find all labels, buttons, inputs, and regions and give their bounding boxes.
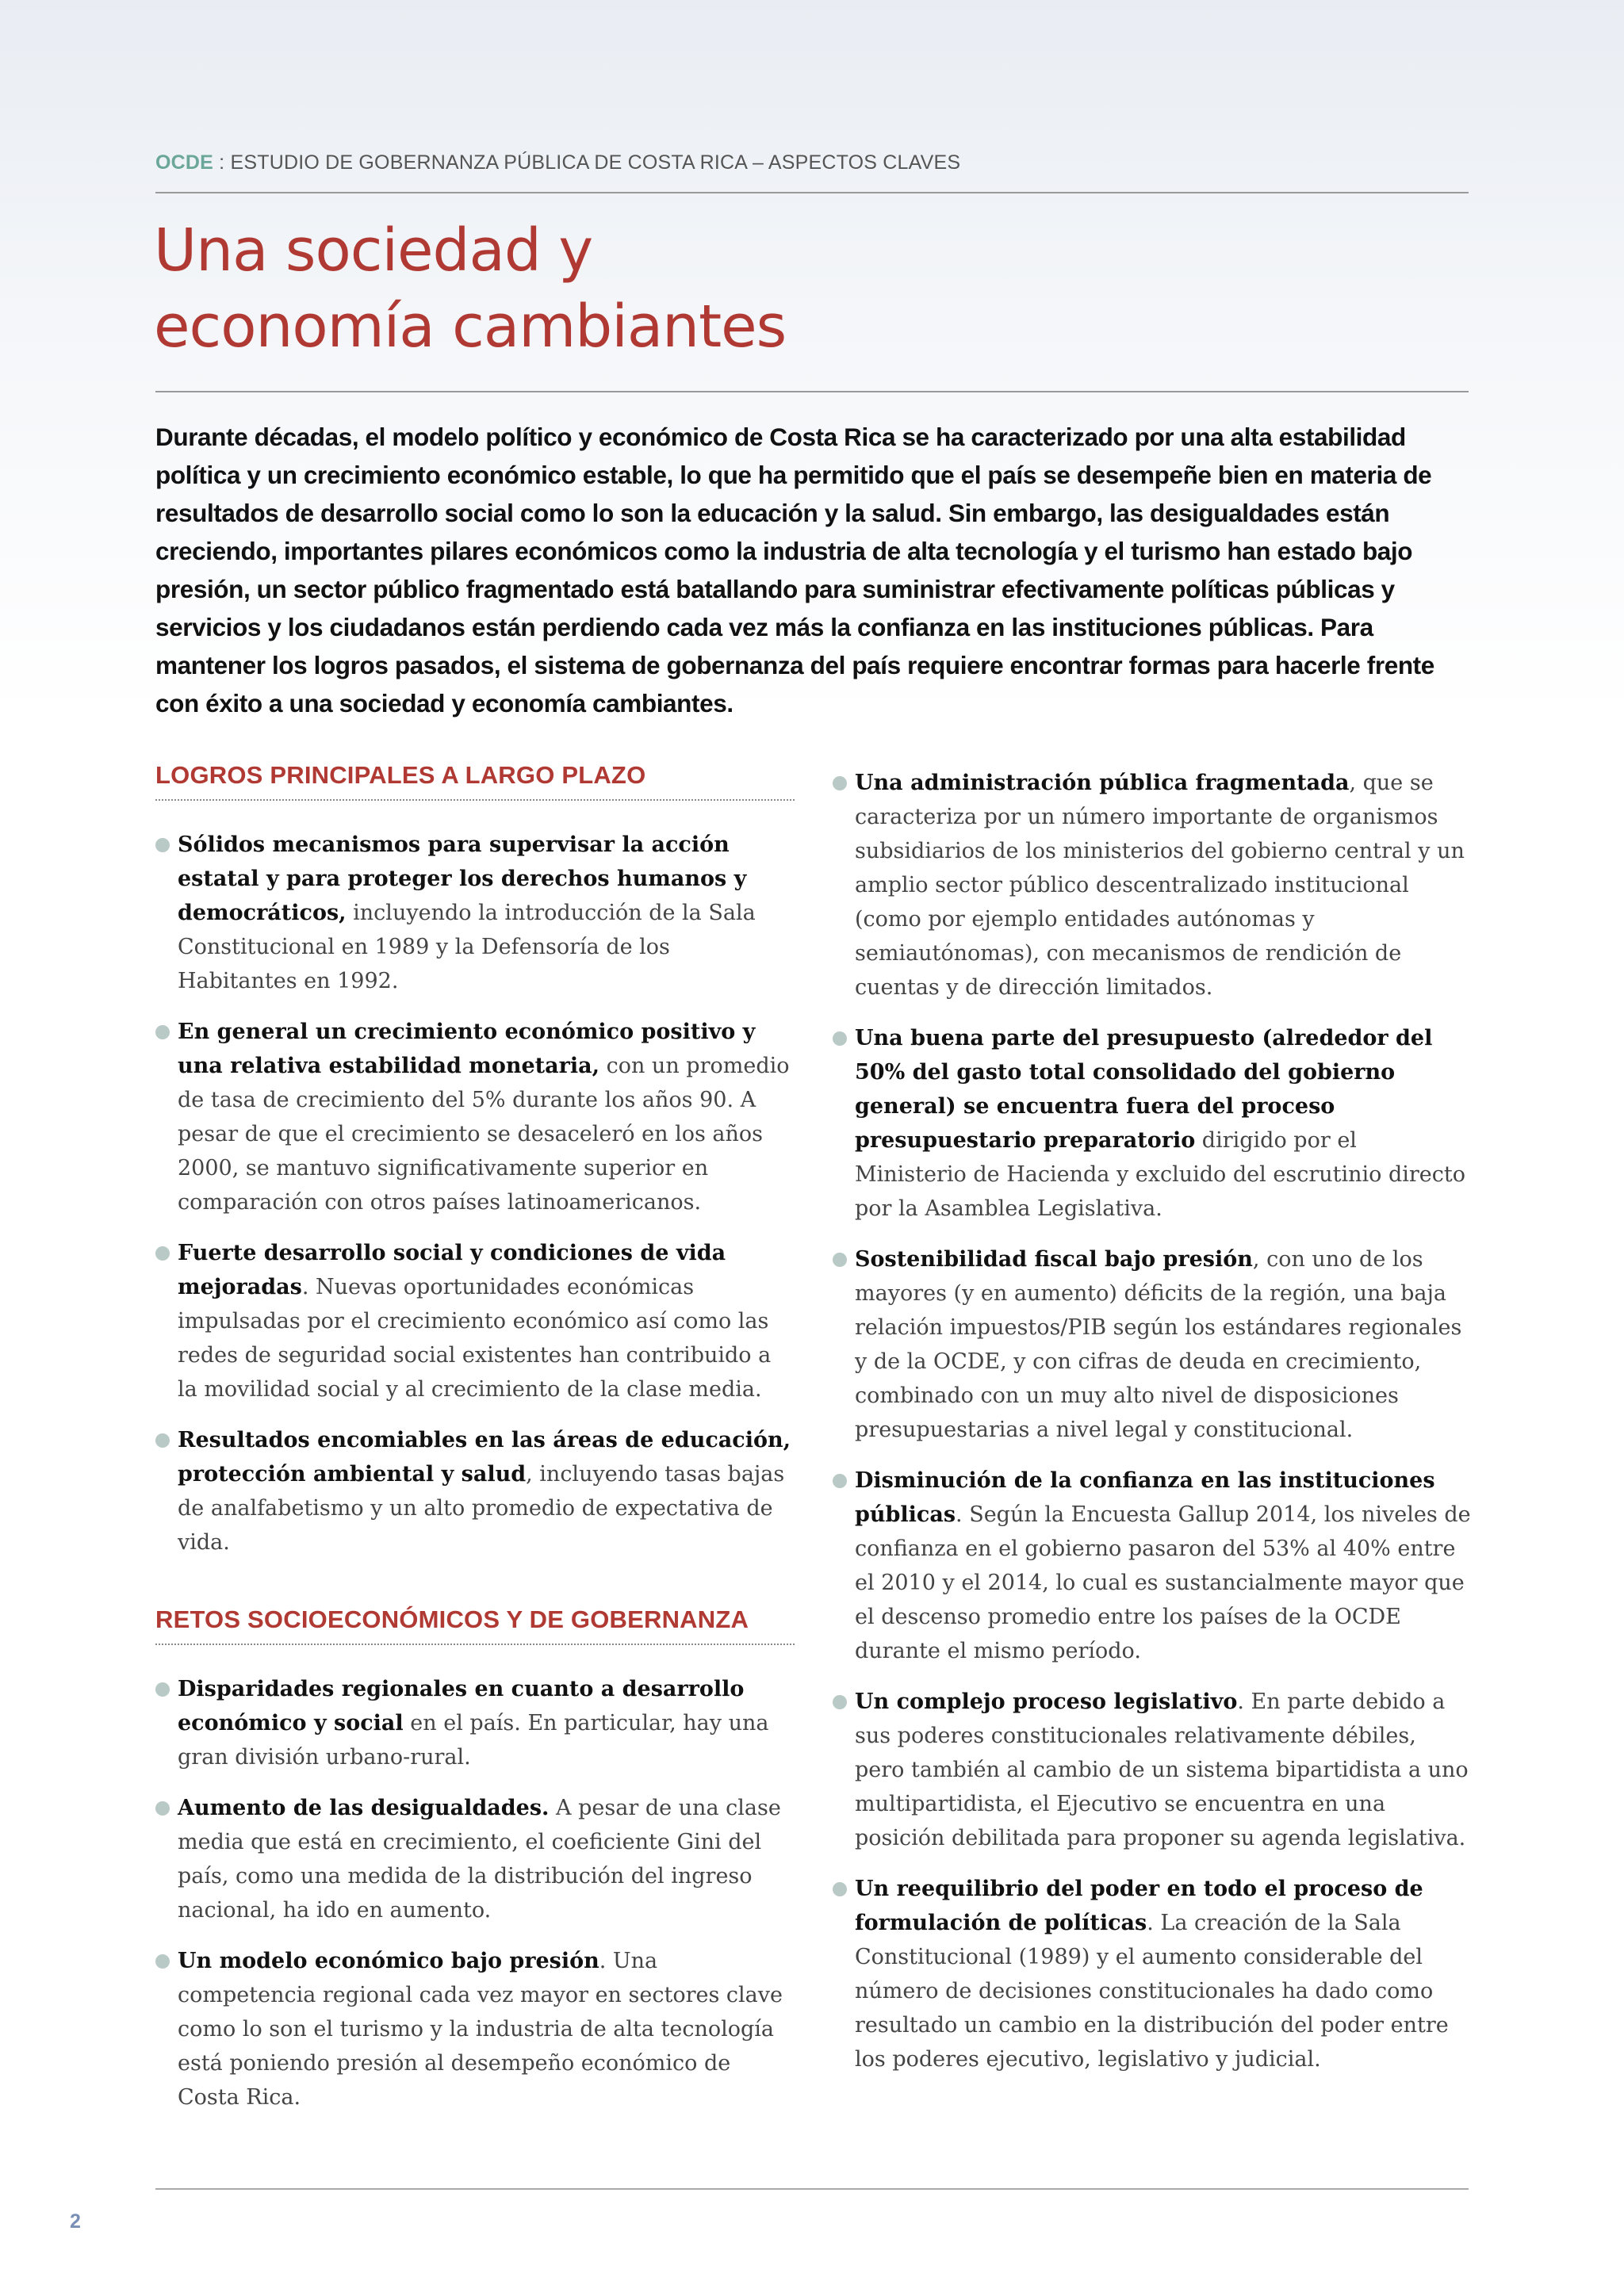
bullet-icon [833, 1474, 847, 1488]
item-text: , incluyendo tasas bajas de analfabetismo y un alto promedio de expectativa de vida. [178, 1462, 785, 1555]
item-text: . Según la Encuesta Gallup 2014, los niveles de confianza en el gobierno pasaron del 53% al 40% entre el 2010 y el 2014, lo cual es sustancialmente mayor que el descenso promedio entre los países de la OCDE durante el mismo período. [855, 1502, 1471, 1663]
page-title-line-1: Una sociedad y [154, 216, 593, 285]
item-lead: Una buena parte del presupuesto (alrededor del 50% del gasto total consolidado del gobierno general) se encuentra fuera del proceso presupuestario preparatorio [855, 1026, 1433, 1153]
item-lead: Disminución de la confianza en las instituciones públicas [855, 1468, 1435, 1527]
bullet-icon [833, 776, 847, 790]
footer-rule [155, 2188, 1469, 2190]
list-item [155, 1015, 795, 1219]
item-lead: Fuerte desarrollo social y condiciones de vida mejoradas [178, 1241, 726, 1299]
list-item [155, 1672, 795, 1774]
item-text: . En parte debido a sus poderes constitucionales relativamente débiles, pero también al cambio de un sistema bipartidista a uno multipartidista, el Ejecutivo se encuentra en una posición debilitada para proponer su agenda legislativa. [855, 1689, 1469, 1850]
bullet-icon [155, 1954, 170, 1969]
page-title [154, 212, 1185, 365]
item-text: dirigido por el Ministerio de Hacienda y excluido del escrutinio directo por la Asamblea Legislativa. [855, 1128, 1466, 1221]
header-brand: OCDE [155, 151, 214, 174]
header-subtitle: : ESTUDIO DE GOBERNANZA PÚBLICA DE COSTA RICA – ASPECTOS CLAVES [213, 151, 961, 174]
right-column [833, 766, 1472, 2093]
page-number: 2 [70, 2210, 81, 2233]
item-lead: Resultados encomiables en las áreas de educación, protección ambiental y salud [178, 1428, 791, 1487]
item-lead: Una administración pública fragmentada [855, 771, 1350, 795]
list-item [155, 1944, 795, 2114]
item-text: , con uno de los mayores (y en aumento) déficits de la región, una baja relación impuestos/PIB según los estándares regionales y de la OCDE, y con cifras de deuda en crecimiento, combinado con un muy alto nivel de disposiciones presupuestarias a nivel legal y constitucional. [855, 1247, 1462, 1442]
left-column [155, 761, 795, 2131]
item-text: incluyendo la introducción de la Sala Constitucional en 1989 y la Defensoría de los Habitantes en 1992. [178, 901, 756, 993]
item-text: en el país. En particular, hay una gran división urbano-rural. [178, 1711, 769, 1770]
list-item [833, 1685, 1472, 1855]
header-rule [155, 192, 1469, 193]
list-item [833, 1464, 1472, 1668]
list-item [155, 1791, 795, 1927]
running-header [155, 151, 1469, 174]
item-text: . Una competencia regional cada vez mayor en sectores clave como lo son el turismo y la industria de alta tecnología está poniendo presión al desempeño económico de Costa Rica. [178, 1949, 783, 2110]
bullet-icon [155, 1433, 170, 1448]
bullet-icon [833, 1882, 847, 1896]
list-item [155, 1236, 795, 1406]
item-lead: Un modelo económico bajo presión [178, 1949, 599, 1973]
challenges-list-left [155, 1672, 795, 2114]
challenges-list-right [833, 766, 1472, 2076]
item-text: , que se caracteriza por un número importante de organismos subsidiarios de los ministerios del gobierno central y un amplio sector público descentralizado institucional (como por ejemplo entidades autónomas y semiautónomas), con mecanismos de rendición de cuentas y de dirección limitados. [855, 771, 1465, 1000]
item-lead: Aumento de las desigualdades. [178, 1796, 550, 1820]
item-text: A pesar de una clase media que está en crecimiento, el coeficiente Gini del país, como una medida de la distribución del ingreso nacional, ha ido en aumento. [178, 1796, 781, 1923]
bullet-icon [833, 1695, 847, 1709]
list-item [833, 766, 1472, 1004]
list-item [155, 828, 795, 998]
list-item [833, 1872, 1472, 2076]
page-title-line-2: economía cambiantes [154, 293, 787, 361]
item-lead: En general un crecimiento económico positivo y una relativa estabilidad monetaria, [178, 1020, 756, 1078]
item-lead: Un complejo proceso legislativo [855, 1689, 1238, 1714]
bullet-icon [833, 1253, 847, 1267]
item-lead: Un reequilibrio del poder en todo el proceso de formulación de políticas [855, 1877, 1423, 1935]
section-heading-challenges: RETOS SOCIOECONÓMICOS Y DE GOBERNANZA [155, 1605, 795, 1645]
list-item [833, 1021, 1472, 1226]
item-text: con un promedio de tasa de crecimiento del 5% durante los años 90. A pesar de que el crecimiento se desaceleró en los años 2000, se mantuvo significativamente superior en comparación con otros países latinoamericanos. [178, 1054, 790, 1215]
achievements-list [155, 828, 795, 1559]
item-lead: Sólidos mecanismos para supervisar la acción estatal y para proteger los derechos humanos y democráticos, [178, 832, 747, 925]
list-item [833, 1242, 1472, 1447]
item-text: . La creación de la Sala Constitucional (1989) y el aumento considerable del número de decisiones constitucionales ha dado como resultado un cambio en la distribución del poder entre los poderes ejecutivo, legislativo y judicial. [855, 1911, 1449, 2072]
section-heading-achievements: LOGROS PRINCIPALES A LARGO PLAZO [155, 761, 795, 801]
item-text: . Nuevas oportunidades económicas impulsadas por el crecimiento económico así como las redes de seguridad social existentes han contribuido a la movilidad social y al crecimiento de la clase media. [178, 1275, 772, 1402]
bullet-icon [155, 1025, 170, 1039]
intro-paragraph: Durante décadas, el modelo político y económico de Costa Rica se ha caracterizado por una alta estabilidad política y un crecimiento económico estable, lo que ha permitido que el país se desempeñe bien en materia de resultados de desarrollo social como lo son la educación y la salud. Sin embargo, las desigualdades están creciendo, importantes pilares económicos como la industria de alta tecnología y el turismo han estado bajo presión, un sector público fragmentado está batallando para suministrar efectivamente políticas públicas y servicios y los ciudadanos están perdiendo cada vez más la confianza en las instituciones públicas. Para mantener los logros pasados, el sistema de gobernanza del país requiere encontrar formas para hacerle frente con éxito a una sociedad y economía cambiantes. [155, 423, 1434, 718]
item-lead: Sostenibilidad fiscal bajo presión [855, 1247, 1253, 1272]
item-lead: Disparidades regionales en cuanto a desarrollo económico y social [178, 1677, 745, 1735]
bullet-icon [833, 1031, 847, 1046]
bullet-icon [155, 1682, 170, 1697]
list-item [155, 1423, 795, 1559]
title-rule [155, 391, 1469, 392]
bullet-icon [155, 838, 170, 852]
bullet-icon [155, 1246, 170, 1261]
bullet-icon [155, 1801, 170, 1816]
